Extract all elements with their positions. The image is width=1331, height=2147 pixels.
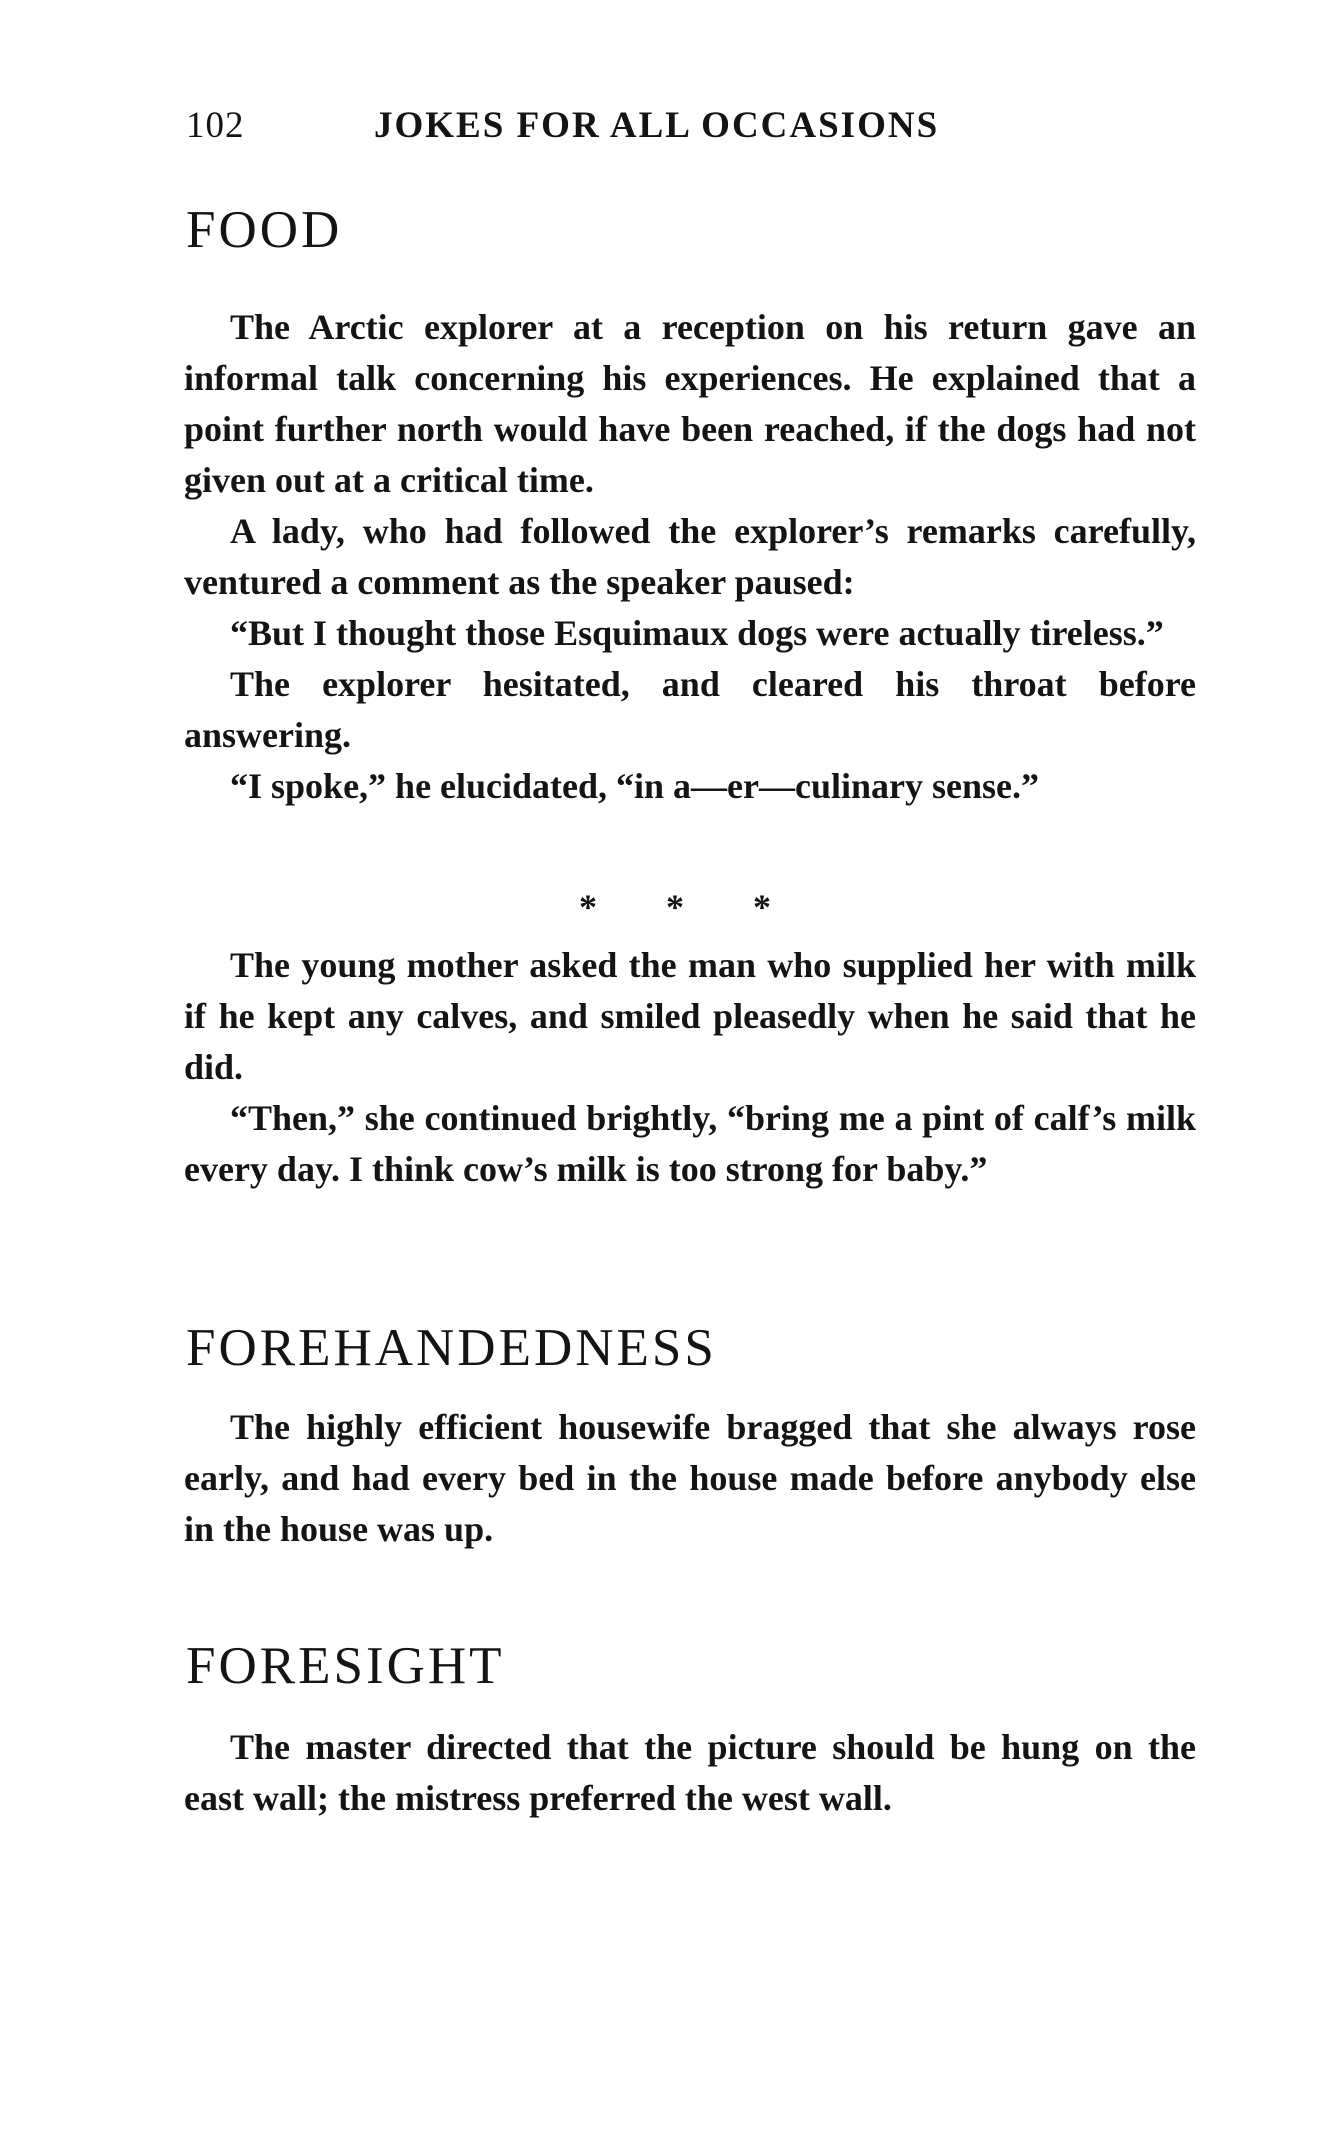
paragraph: The explorer hesitated, and cleared his throat before answering.	[184, 664, 1196, 755]
running-head	[186, 104, 1006, 154]
paragraph: The Arctic explorer at a reception on his return gave an informal talk concerning his experiences. He explained that a point further north would have been reached, if the dogs had not given out at a critical time.	[184, 307, 1196, 500]
paragraph: “I spoke,” he elucidated, “in a—er—culinary sense.”	[230, 766, 1040, 806]
paragraph: The highly efficient housewife bragged that she always rose early, and had every bed in the house made before anybody else in the house was up.	[184, 1407, 1196, 1549]
paragraph: “Then,” she continued brightly, “bring me a pint of calf’s milk every day. I think cow’s milk is too strong for baby.”	[184, 1098, 1196, 1189]
paragraph: “But I thought those Esquimaux dogs were actually tireless.”	[230, 613, 1164, 653]
paragraph: A lady, who had followed the explorer’s remarks carefully, ventured a comment as the speaker paused:	[184, 511, 1196, 602]
food-story-2	[184, 940, 1196, 1195]
section-heading-forehandedness: FOREHANDEDNESS	[186, 1319, 717, 1377]
paragraph: The master directed that the picture should be hung on the east wall; the mistress preferred the west wall.	[184, 1727, 1196, 1818]
page-number: 102	[186, 105, 245, 146]
section-separator: * * *	[579, 887, 801, 927]
foresight-story	[184, 1722, 1196, 1824]
food-story-1	[184, 302, 1196, 812]
paragraph: The young mother asked the man who supplied her with milk if he kept any calves, and smiled pleasedly when he said that he did.	[184, 945, 1196, 1087]
section-heading-foresight: FORESIGHT	[186, 1637, 505, 1695]
running-title: JOKES FOR ALL OCCASIONS	[374, 105, 940, 146]
forehandedness-story	[184, 1402, 1196, 1555]
section-heading-food: FOOD	[186, 201, 343, 259]
